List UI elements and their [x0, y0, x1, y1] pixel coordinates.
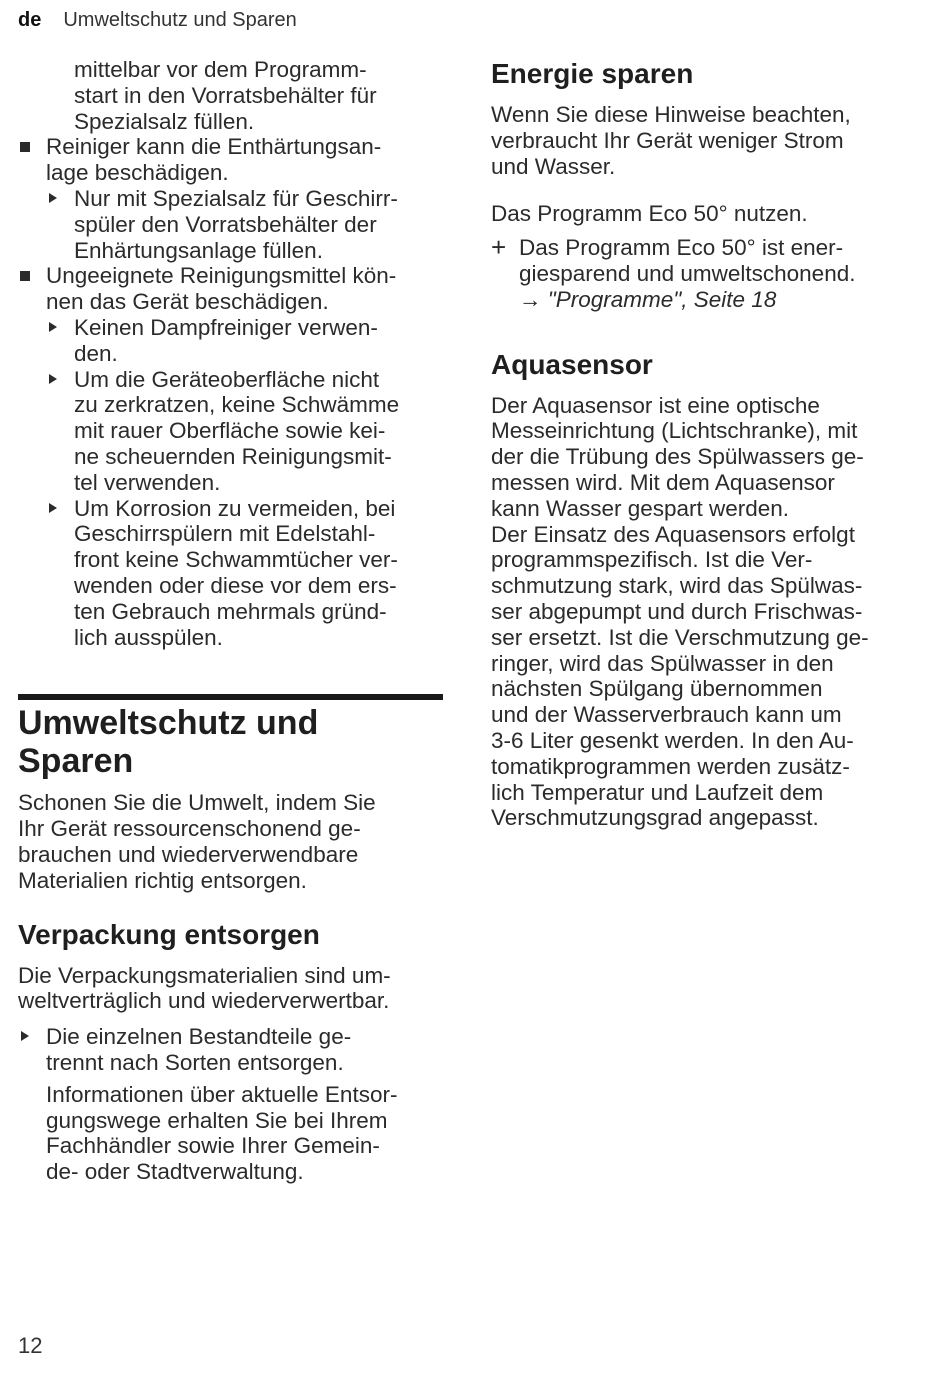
triangle-step-icon — [49, 193, 57, 203]
aquasensor-text-2: Der Einsatz des Aquasensors erfolgt programmspezifisch. Ist die Ver- schmutzung stark, wird das Spülwas- ser abgepumpt und durch Frischwas- ser ersetzt. Ist die Verschmutzung ge- ringer, wird das Spülwasser in den nächsten Spülgang übernommen und der Wasserverbrauch kann um 3-6 Liter gesenkt werden. In den Au- tomatikprogrammen werden zusätz- lich Temperatur und Laufzeit dem Verschmutzungsgrad angepasst. — [491, 521, 869, 831]
benefit-item: + Das Programm Eco 50° ist ener- giesparend und umweltschonend. → "Programme", Seite 18 — [491, 232, 856, 312]
heading-energie: Energie sparen — [491, 58, 694, 89]
arrow-right-icon: → — [519, 286, 542, 312]
right-column — [491, 57, 921, 831]
continued-step-text: mittelbar vor dem Programm- start in den Vorratsbehälter für Spezialsalz füllen. — [74, 57, 377, 134]
left-column — [18, 57, 443, 1185]
action-step-corrosion: Um Korrosion zu vermeiden, bei Geschirrspülern mit Edelstahl- front keine Schwammtücher ver- wenden oder diese vor dem ers- ten Gebrauch mehrmals gründ- lich ausspülen. — [18, 496, 443, 651]
heading-verpackung: Verpackung entsorgen — [18, 918, 320, 950]
section-title: Umweltschutz und Sparen — [18, 704, 319, 781]
triangle-step-icon — [49, 503, 57, 513]
plus-icon: + — [491, 232, 507, 263]
section-divider — [18, 694, 443, 700]
action-step-steam: Keinen Dampfreiniger verwen- den. — [18, 315, 443, 367]
triangle-step-icon — [21, 1031, 29, 1041]
page-number: 12 — [18, 1333, 43, 1358]
square-bullet-icon — [20, 142, 30, 152]
warning-bullet-detergent: Ungeeignete Reinigungsmittel kön- nen das Gerät beschädigen. — [18, 263, 443, 315]
section-intro: Schonen Sie die Umwelt, indem Sie Ihr Gerät ressourcenschonend ge- brauchen und wiederverwendbare Materialien richtig entsorgen. — [18, 790, 376, 893]
square-bullet-icon — [20, 271, 30, 281]
energie-text: Wenn Sie diese Hinweise beachten, verbraucht Ihr Gerät weniger Strom und Wasser. — [491, 102, 851, 179]
action-step-scratch: Um die Geräteoberfläche nicht zu zerkratzen, keine Schwämme mit rauer Oberfläche sowie kei- ne scheuernden Reinigungsmit- tel verwenden. — [18, 367, 443, 496]
running-section-title: Umweltschutz und Sparen — [63, 9, 297, 31]
triangle-step-icon — [49, 322, 57, 332]
cross-reference-link[interactable]: → "Programme", Seite 18 — [519, 286, 777, 312]
action-step-dispose: Die einzelnen Bestandteile ge- trennt nach Sorten entsorgen. — [18, 1024, 443, 1076]
disposal-info: Informationen über aktuelle Entsor- gungswege erhalten Sie bei Ihrem Fachhändler sowie Ihrer Gemein- de- oder Stadtverwaltung. — [46, 1081, 398, 1185]
aquasensor-text-1: Der Aquasensor ist eine optische Messeinrichtung (Lichtschranke), mit der die Trübung des Spülwassers ge- messen wird. Mit dem Aquasensor kann Wasser gespart werden. — [491, 392, 864, 521]
verpackung-text: Die Verpackungsmaterialien sind um- weltverträglich und wiederverwertbar. — [18, 962, 391, 1014]
heading-aquasensor: Aquasensor — [491, 348, 653, 380]
triangle-step-icon — [49, 374, 57, 384]
page-header — [18, 8, 297, 32]
action-step-salt: Nur mit Spezialsalz für Geschirr- spüler den Vorratsbehälter der Enhärtungsanlage füllen. — [18, 186, 443, 263]
language-code: de — [18, 9, 42, 31]
warning-bullet-cleaner: Reiniger kann die Enthärtungsan- lage beschädigen. — [18, 134, 443, 186]
eco-program-line: Das Programm Eco 50° nutzen. — [491, 201, 808, 227]
